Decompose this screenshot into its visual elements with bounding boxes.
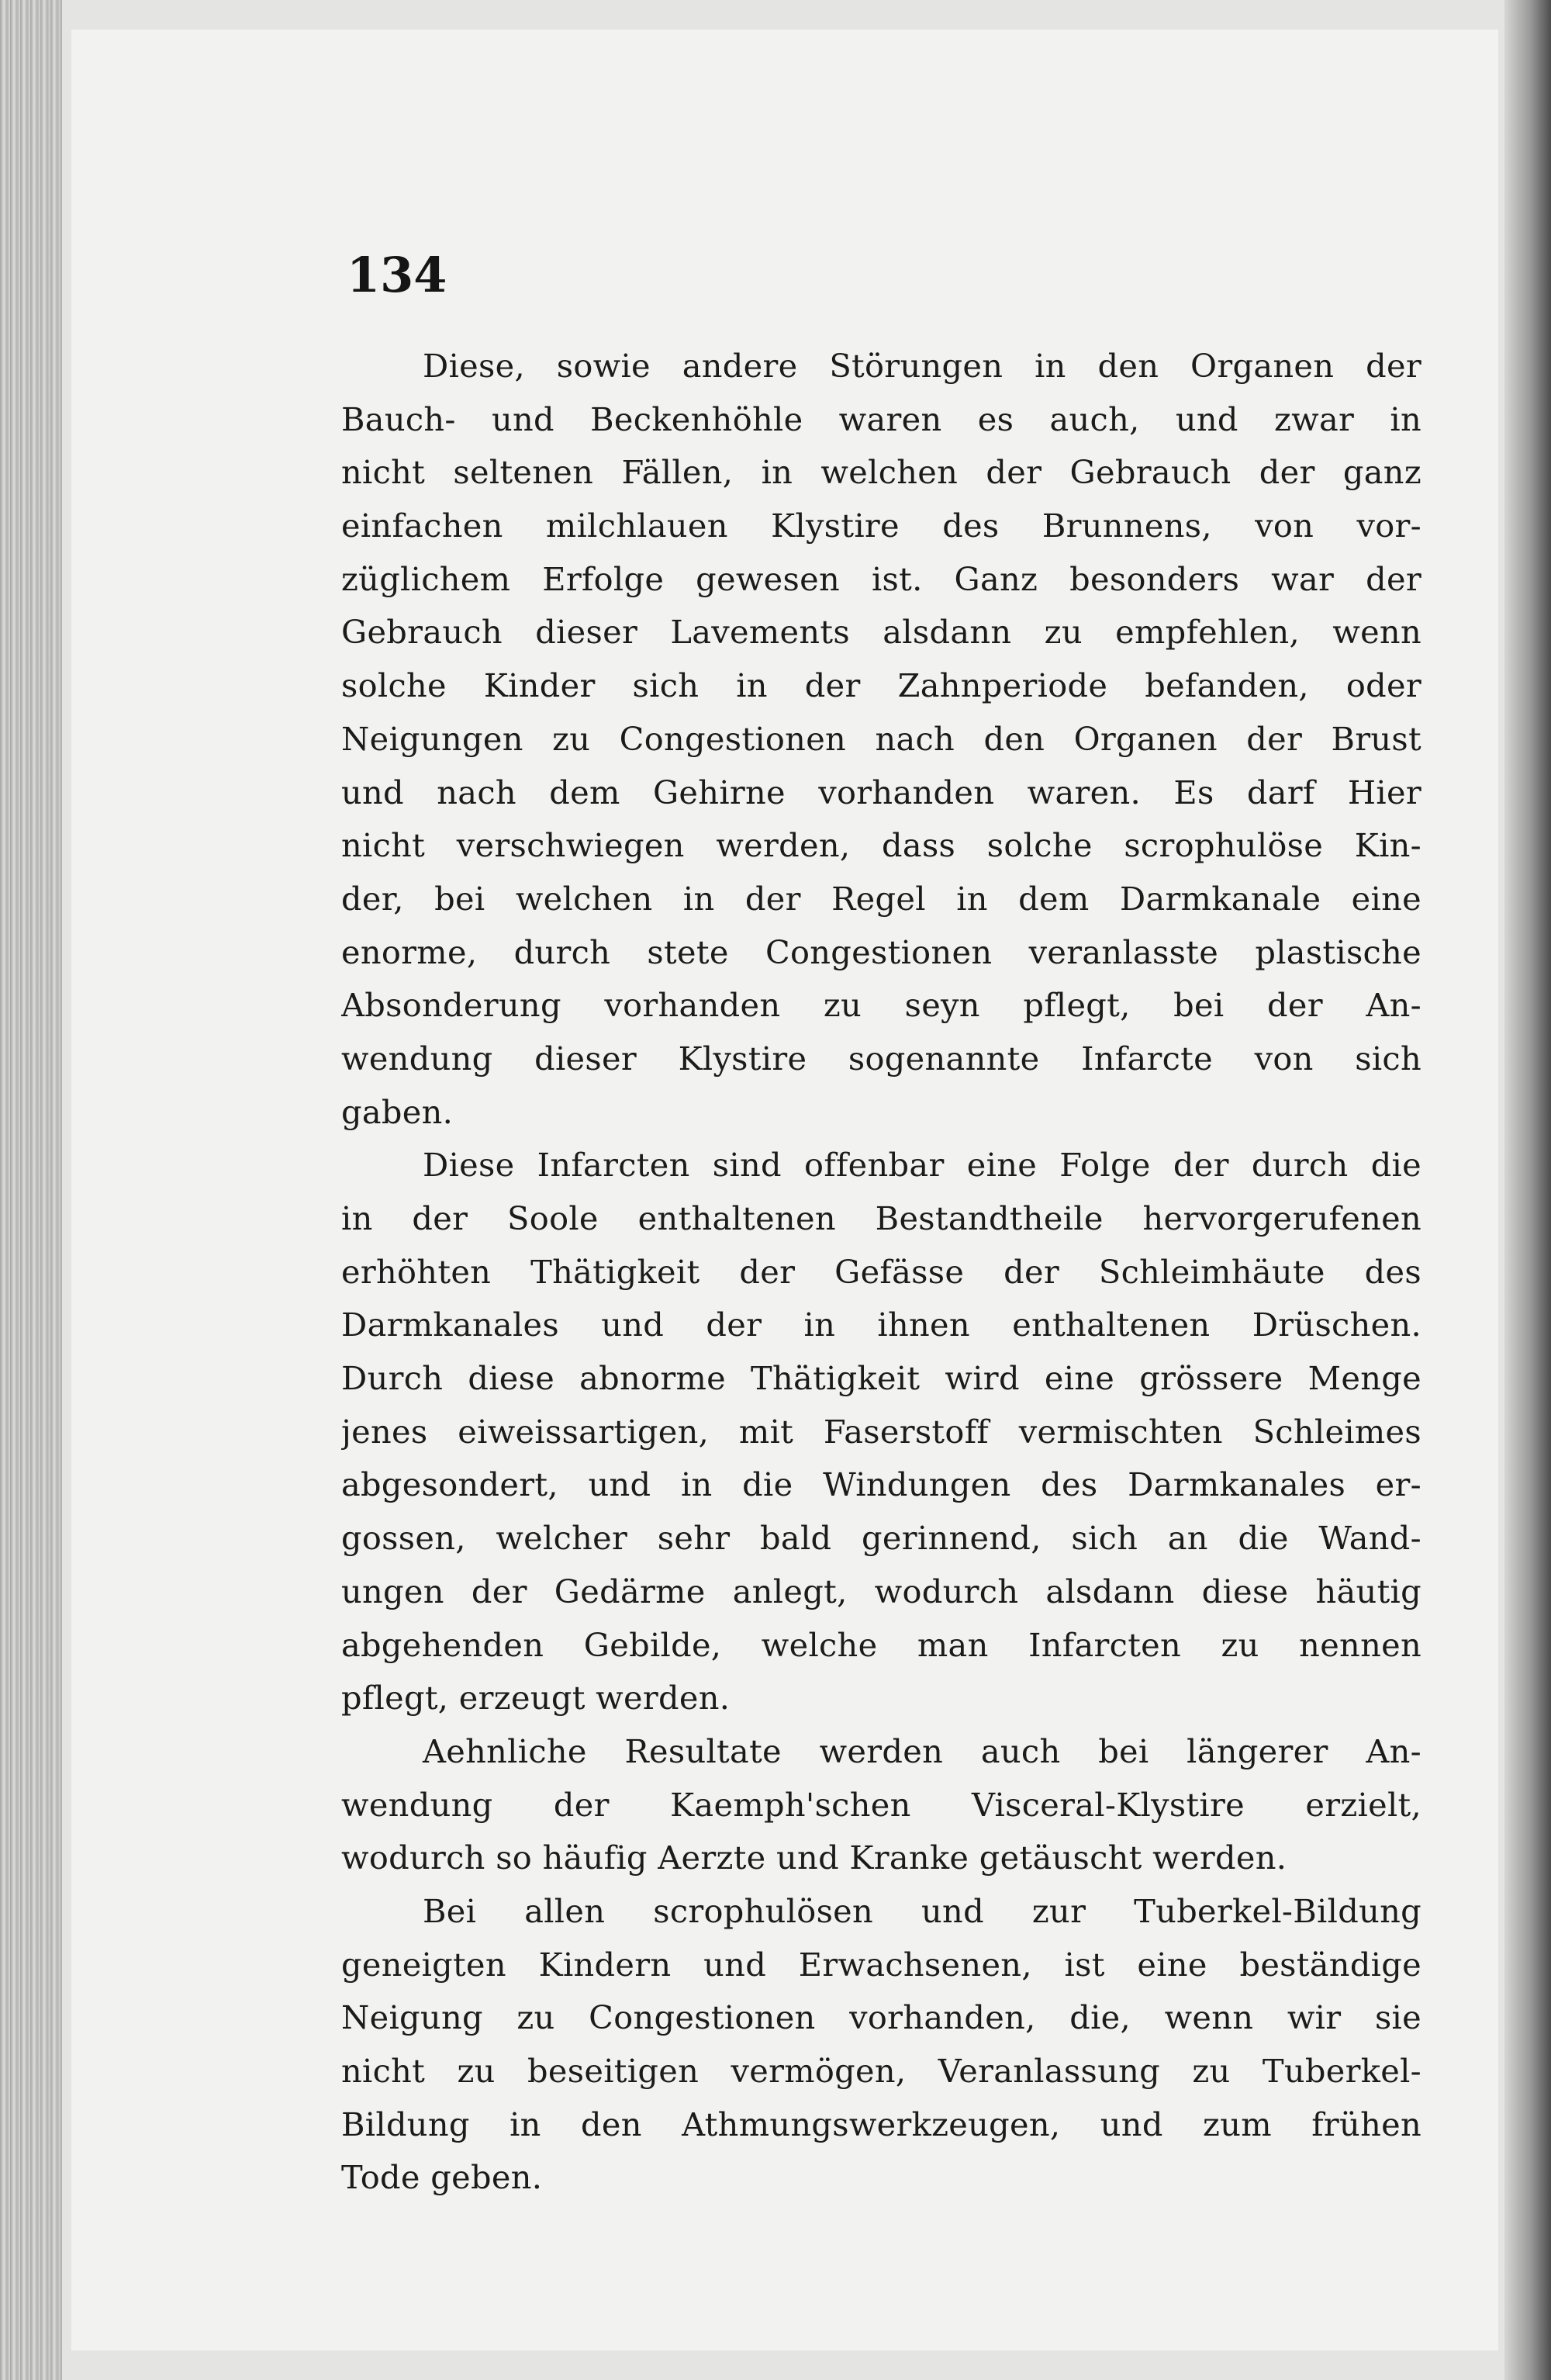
text-line: jenes eiweissartigen, mit Faserstoff vermischten Schleimes [341, 1412, 1421, 1451]
text-line: Absonderung vorhanden zu seyn pflegt, bei der An- [341, 986, 1421, 1025]
book-spine-edge [0, 0, 62, 2380]
text-line: Bauch- und Beckenhöhle waren es auch, und zwar in [341, 400, 1421, 438]
text-line: wodurch so häufig Aerzte und Kranke getäuscht werden. [341, 1839, 1287, 1877]
text-line: gaben. [341, 1092, 454, 1131]
text-line: Neigung zu Congestionen vorhanden, die, wenn wir sie [341, 1998, 1421, 2037]
text-line: Tode geben. [341, 2158, 543, 2197]
text-line: und nach dem Gehirne vorhanden waren. Es darf Hier [341, 773, 1421, 811]
text-line: Bei allen scrophulösen und zur Tuberkel-Bildung [423, 1891, 1421, 1930]
text-line: Darmkanales und der in ihnen enthaltenen Drüschen. [341, 1306, 1421, 1344]
text-line: enorme, durch stete Congestionen veranlasste plastische [341, 932, 1421, 971]
text-line: nicht zu beseitigen vermögen, Veranlassung zu Tuberkel- [341, 2052, 1421, 2090]
text-line: nicht verschwiegen werden, dass solche scrophulöse Kin- [341, 826, 1421, 865]
text-line: erhöhten Thätigkeit der Gefässe der Schleimhäute des [341, 1252, 1421, 1291]
text-line: Aehnliche Resultate werden auch bei längerer An- [423, 1731, 1421, 1770]
text-line: wendung der Kaemph'schen Visceral-Klystire erzielt, [341, 1785, 1421, 1824]
text-line: Bildung in den Athmungswerkzeugen, und zum frühen [341, 2105, 1421, 2143]
text-line: einfachen milchlauen Klystire des Brunnens, von vor- [341, 507, 1421, 545]
text-line: Gebrauch dieser Lavements alsdann zu empfehlen, wenn [341, 613, 1421, 652]
text-line: Diese, sowie andere Störungen in den Organen der [423, 347, 1421, 385]
text-line: ungen der Gedärme anlegt, wodurch alsdann diese häutig [341, 1572, 1421, 1610]
text-line: gossen, welcher sehr bald gerinnend, sich an die Wand- [341, 1519, 1421, 1558]
text-line: nicht seltenen Fällen, in welchen der Gebrauch der ganz [341, 453, 1421, 492]
text-line: wendung dieser Klystire sogenannte Infarcte von sich [341, 1039, 1421, 1078]
book-page [71, 29, 1498, 2351]
text-line: züglichem Erfolge gewesen ist. Ganz besonders war der [341, 559, 1421, 598]
text-line: Neigungen zu Congestionen nach den Organen der Brust [341, 719, 1421, 758]
page-gutter-shadow [1504, 0, 1551, 2380]
text-line: der, bei welchen in der Regel in dem Darmkanale eine [341, 879, 1421, 918]
page-number: 134 [347, 247, 447, 303]
text-line: in der Soole enthaltenen Bestandtheile hervorgerufenen [341, 1199, 1421, 1237]
text-line: solche Kinder sich in der Zahnperiode befanden, oder [341, 666, 1421, 705]
text-line: pflegt, erzeugt werden. [341, 1679, 731, 1718]
text-line: Diese Infarcten sind offenbar eine Folge der durch die [423, 1146, 1421, 1185]
text-line: geneigten Kindern und Erwachsenen, ist eine beständige [341, 1945, 1421, 1984]
text-line: abgehenden Gebilde, welche man Infarcten zu nennen [341, 1625, 1421, 1664]
text-line: Durch diese abnorme Thätigkeit wird eine grössere Menge [341, 1359, 1421, 1398]
body-text [341, 340, 1421, 2205]
text-line: abgesondert, und in die Windungen des Darmkanales er- [341, 1465, 1421, 1504]
